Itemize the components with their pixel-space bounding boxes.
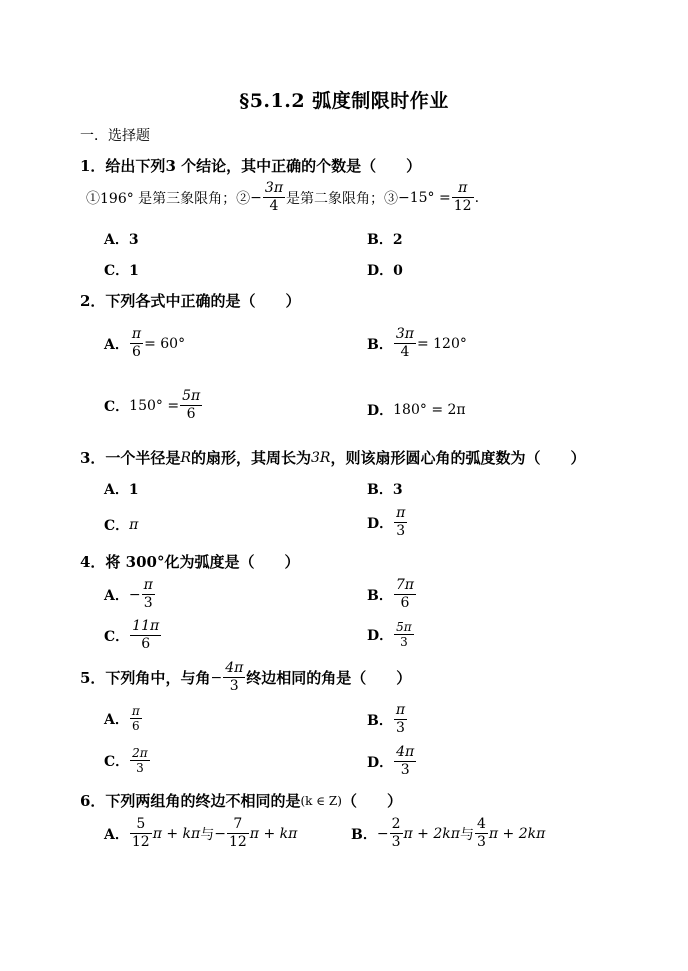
q6-option-b-num-1: 2 bbox=[391, 816, 401, 832]
q6-option-b-den-2: 3 bbox=[476, 834, 486, 850]
q2-option-b-num: 3π bbox=[395, 326, 414, 342]
q6-option-b-term-1: π + 2kπ bbox=[403, 825, 460, 842]
q2-option-c-label: C． bbox=[104, 398, 130, 415]
q3-option-b[interactable]: B．3 bbox=[367, 482, 403, 498]
q2-option-a-num: π bbox=[131, 326, 142, 342]
q5-stem-a: 5．下列角中，与角 bbox=[80, 669, 211, 687]
q5-option-c[interactable] bbox=[104, 746, 151, 775]
q4-option-a-fraction bbox=[142, 577, 155, 612]
q6-option-a[interactable] bbox=[104, 816, 297, 851]
q6-option-a-num-1: 5 bbox=[136, 816, 146, 832]
q3-radius-var: R bbox=[180, 449, 191, 466]
q1-statements bbox=[86, 180, 479, 215]
q3-option-a[interactable]: A．1 bbox=[104, 482, 139, 498]
q1-minus: − bbox=[250, 189, 262, 206]
q5-fraction-den: 3 bbox=[223, 677, 245, 695]
q5-option-d-fraction bbox=[394, 744, 416, 779]
q4-option-c-fraction bbox=[130, 618, 161, 653]
q1-text-3: −15° = bbox=[398, 189, 451, 206]
q4-option-b-fraction bbox=[394, 577, 416, 612]
q5-option-a-fraction bbox=[130, 704, 142, 733]
q6-option-a-fraction-2 bbox=[227, 816, 249, 851]
q6-stem bbox=[80, 790, 402, 811]
q4-option-b-den: 6 bbox=[394, 594, 416, 612]
q4-option-c[interactable] bbox=[104, 618, 162, 653]
q1-period: . bbox=[474, 189, 480, 206]
q4-option-d-label: D． bbox=[367, 627, 394, 644]
q4-option-d-fraction bbox=[394, 620, 414, 649]
q1-fraction-1-den: 4 bbox=[263, 197, 285, 215]
q1-option-c[interactable]: C．1 bbox=[104, 263, 139, 279]
q2-option-a-fraction bbox=[130, 326, 143, 361]
q6-option-a-minus: − bbox=[214, 825, 226, 842]
q2-option-c-num: 5π bbox=[182, 388, 201, 404]
q1-fraction-1 bbox=[263, 180, 285, 215]
q4-option-d[interactable] bbox=[367, 620, 415, 649]
q4-option-a-num: π bbox=[143, 577, 153, 593]
q6-option-b-and: 与 bbox=[459, 826, 474, 843]
q4-option-b-label: B． bbox=[367, 587, 393, 604]
q6-condition: (k ∈ Z) bbox=[300, 793, 342, 808]
q2-stem: 2．下列各式中正确的是（ ） bbox=[80, 292, 301, 310]
q4-option-a[interactable] bbox=[104, 577, 156, 612]
q5-option-c-fraction bbox=[130, 746, 150, 775]
q5-option-a-num: π bbox=[131, 704, 140, 718]
q6-option-b-minus: − bbox=[376, 825, 389, 842]
q5-fraction-num: 4π bbox=[225, 660, 244, 676]
q1-fraction-1-num: 3π bbox=[264, 180, 284, 196]
q3-option-d-fraction bbox=[394, 505, 407, 540]
q6-option-b-term-2: π + 2kπ bbox=[488, 825, 546, 842]
q2-option-c-lhs: 150° = bbox=[129, 397, 180, 414]
q1-text-2: 是第二象限角；③ bbox=[286, 190, 399, 207]
q1-fraction-2 bbox=[452, 180, 474, 215]
q2-option-d-label: D． bbox=[367, 403, 394, 419]
q4-option-b-num: 7π bbox=[395, 577, 414, 593]
q6-stem-a: 6．下列两组角的终边不相同的是 bbox=[80, 792, 301, 810]
page-title: §5.1.2 弧度制限时作业 bbox=[239, 90, 449, 112]
q6-option-a-num-2: 7 bbox=[233, 816, 243, 832]
q5-option-a-den: 6 bbox=[130, 718, 142, 733]
q6-option-a-term-1: π + kπ bbox=[152, 825, 201, 842]
q1-option-d[interactable]: D．0 bbox=[367, 263, 403, 279]
q4-option-c-num: 11π bbox=[132, 618, 160, 634]
q5-option-c-label: C． bbox=[104, 753, 130, 770]
q2-option-b-fraction bbox=[394, 326, 416, 361]
q2-option-c[interactable] bbox=[104, 388, 203, 423]
q2-option-b[interactable] bbox=[367, 326, 467, 361]
q2-option-b-den: 4 bbox=[394, 343, 416, 361]
q3-stem bbox=[80, 447, 585, 468]
q3-option-d-num: π bbox=[396, 505, 406, 521]
q6-stem-b: （ ） bbox=[341, 792, 402, 810]
q4-option-d-num: 5π bbox=[396, 620, 412, 634]
q2-option-a-label: A． bbox=[104, 336, 129, 353]
q6-option-a-and: 与 bbox=[200, 826, 215, 843]
q5-option-a-label: A． bbox=[104, 711, 129, 728]
q2-option-a-den: 6 bbox=[130, 343, 143, 361]
q5-option-d-num: 4π bbox=[396, 744, 415, 760]
q6-option-b-fraction-1 bbox=[390, 816, 403, 851]
q3-stem-c: ，则该扇形圆心角的弧度数为（ ） bbox=[330, 449, 586, 467]
q6-option-a-den-1: 12 bbox=[131, 834, 150, 850]
q4-option-b[interactable] bbox=[367, 577, 417, 612]
q4-stem: 4．将 300°化为弧度是（ ） bbox=[80, 553, 300, 571]
q6-option-b-label: B． bbox=[351, 826, 377, 843]
q4-option-a-den: 3 bbox=[142, 594, 155, 612]
q5-fraction bbox=[223, 660, 245, 695]
q2-option-b-rhs: = 120° bbox=[416, 335, 467, 352]
q5-option-b[interactable] bbox=[367, 702, 408, 737]
q4-option-a-minus: − bbox=[128, 586, 141, 603]
q2-option-d[interactable] bbox=[367, 400, 466, 420]
q5-option-d-label: D． bbox=[367, 754, 394, 771]
q4-option-c-den: 6 bbox=[130, 635, 161, 653]
q6-option-b-fraction-2 bbox=[475, 816, 488, 851]
q4-option-a-label: A． bbox=[104, 587, 129, 604]
q3-option-d[interactable] bbox=[367, 505, 408, 540]
q5-stem-b: 终边相同的角是（ ） bbox=[246, 669, 412, 687]
q5-option-b-label: B． bbox=[367, 712, 393, 729]
q5-option-d-den: 3 bbox=[394, 761, 416, 779]
q6-option-b[interactable] bbox=[351, 816, 545, 851]
q2-option-a[interactable] bbox=[104, 326, 185, 361]
q5-option-b-num: π bbox=[395, 702, 406, 718]
q2-option-d-expr: 180° = 2π bbox=[393, 402, 466, 418]
q3-stem-a: 3．一个半径是 bbox=[80, 449, 181, 467]
q6-option-a-fraction-1 bbox=[130, 816, 152, 851]
q1-fraction-2-den: 12 bbox=[453, 198, 472, 214]
q2-option-c-fraction bbox=[180, 388, 202, 423]
q6-option-a-label: A． bbox=[104, 826, 129, 843]
q5-minus: − bbox=[210, 669, 223, 686]
q3-perimeter-var: 3R bbox=[311, 449, 331, 466]
q4-option-d-den: 3 bbox=[394, 634, 414, 649]
q5-option-d[interactable] bbox=[367, 744, 417, 779]
q2-option-c-den: 6 bbox=[180, 405, 202, 423]
q5-option-a[interactable] bbox=[104, 704, 143, 733]
section-heading: 一．选择题 bbox=[80, 128, 150, 144]
q5-option-b-fraction bbox=[394, 702, 407, 737]
q5-option-c-num: 2π bbox=[132, 746, 148, 760]
q2-option-b-label: B． bbox=[367, 336, 393, 353]
q4-option-c-label: C． bbox=[104, 628, 130, 645]
q1-option-b[interactable]: B．2 bbox=[367, 232, 403, 248]
q3-stem-b: 的扇形，其周长为 bbox=[191, 449, 312, 467]
q1-fraction-2-num: π bbox=[458, 180, 468, 196]
q5-option-c-den: 3 bbox=[130, 760, 150, 775]
q6-option-a-term-2: π + kπ bbox=[249, 825, 298, 842]
q5-stem bbox=[80, 660, 411, 695]
q5-option-b-den: 3 bbox=[394, 719, 407, 737]
q2-option-a-rhs: = 60° bbox=[144, 335, 186, 352]
q6-option-a-den-2: 12 bbox=[228, 834, 247, 850]
q1-option-a[interactable]: A．3 bbox=[104, 232, 139, 248]
q3-option-c-label: C． bbox=[104, 518, 130, 534]
q3-option-c[interactable] bbox=[104, 515, 138, 535]
q1-stem: 1．给出下列3 个结论，其中正确的个数是（ ） bbox=[80, 157, 422, 175]
q3-option-c-expr: π bbox=[129, 517, 139, 533]
q3-option-d-den: 3 bbox=[394, 522, 407, 540]
q6-option-b-den-1: 3 bbox=[391, 834, 401, 850]
q3-option-d-label: D． bbox=[367, 515, 394, 532]
q6-option-b-num-2: 4 bbox=[476, 816, 486, 832]
q1-text-1: ①196° 是第三象限角；② bbox=[86, 190, 251, 207]
